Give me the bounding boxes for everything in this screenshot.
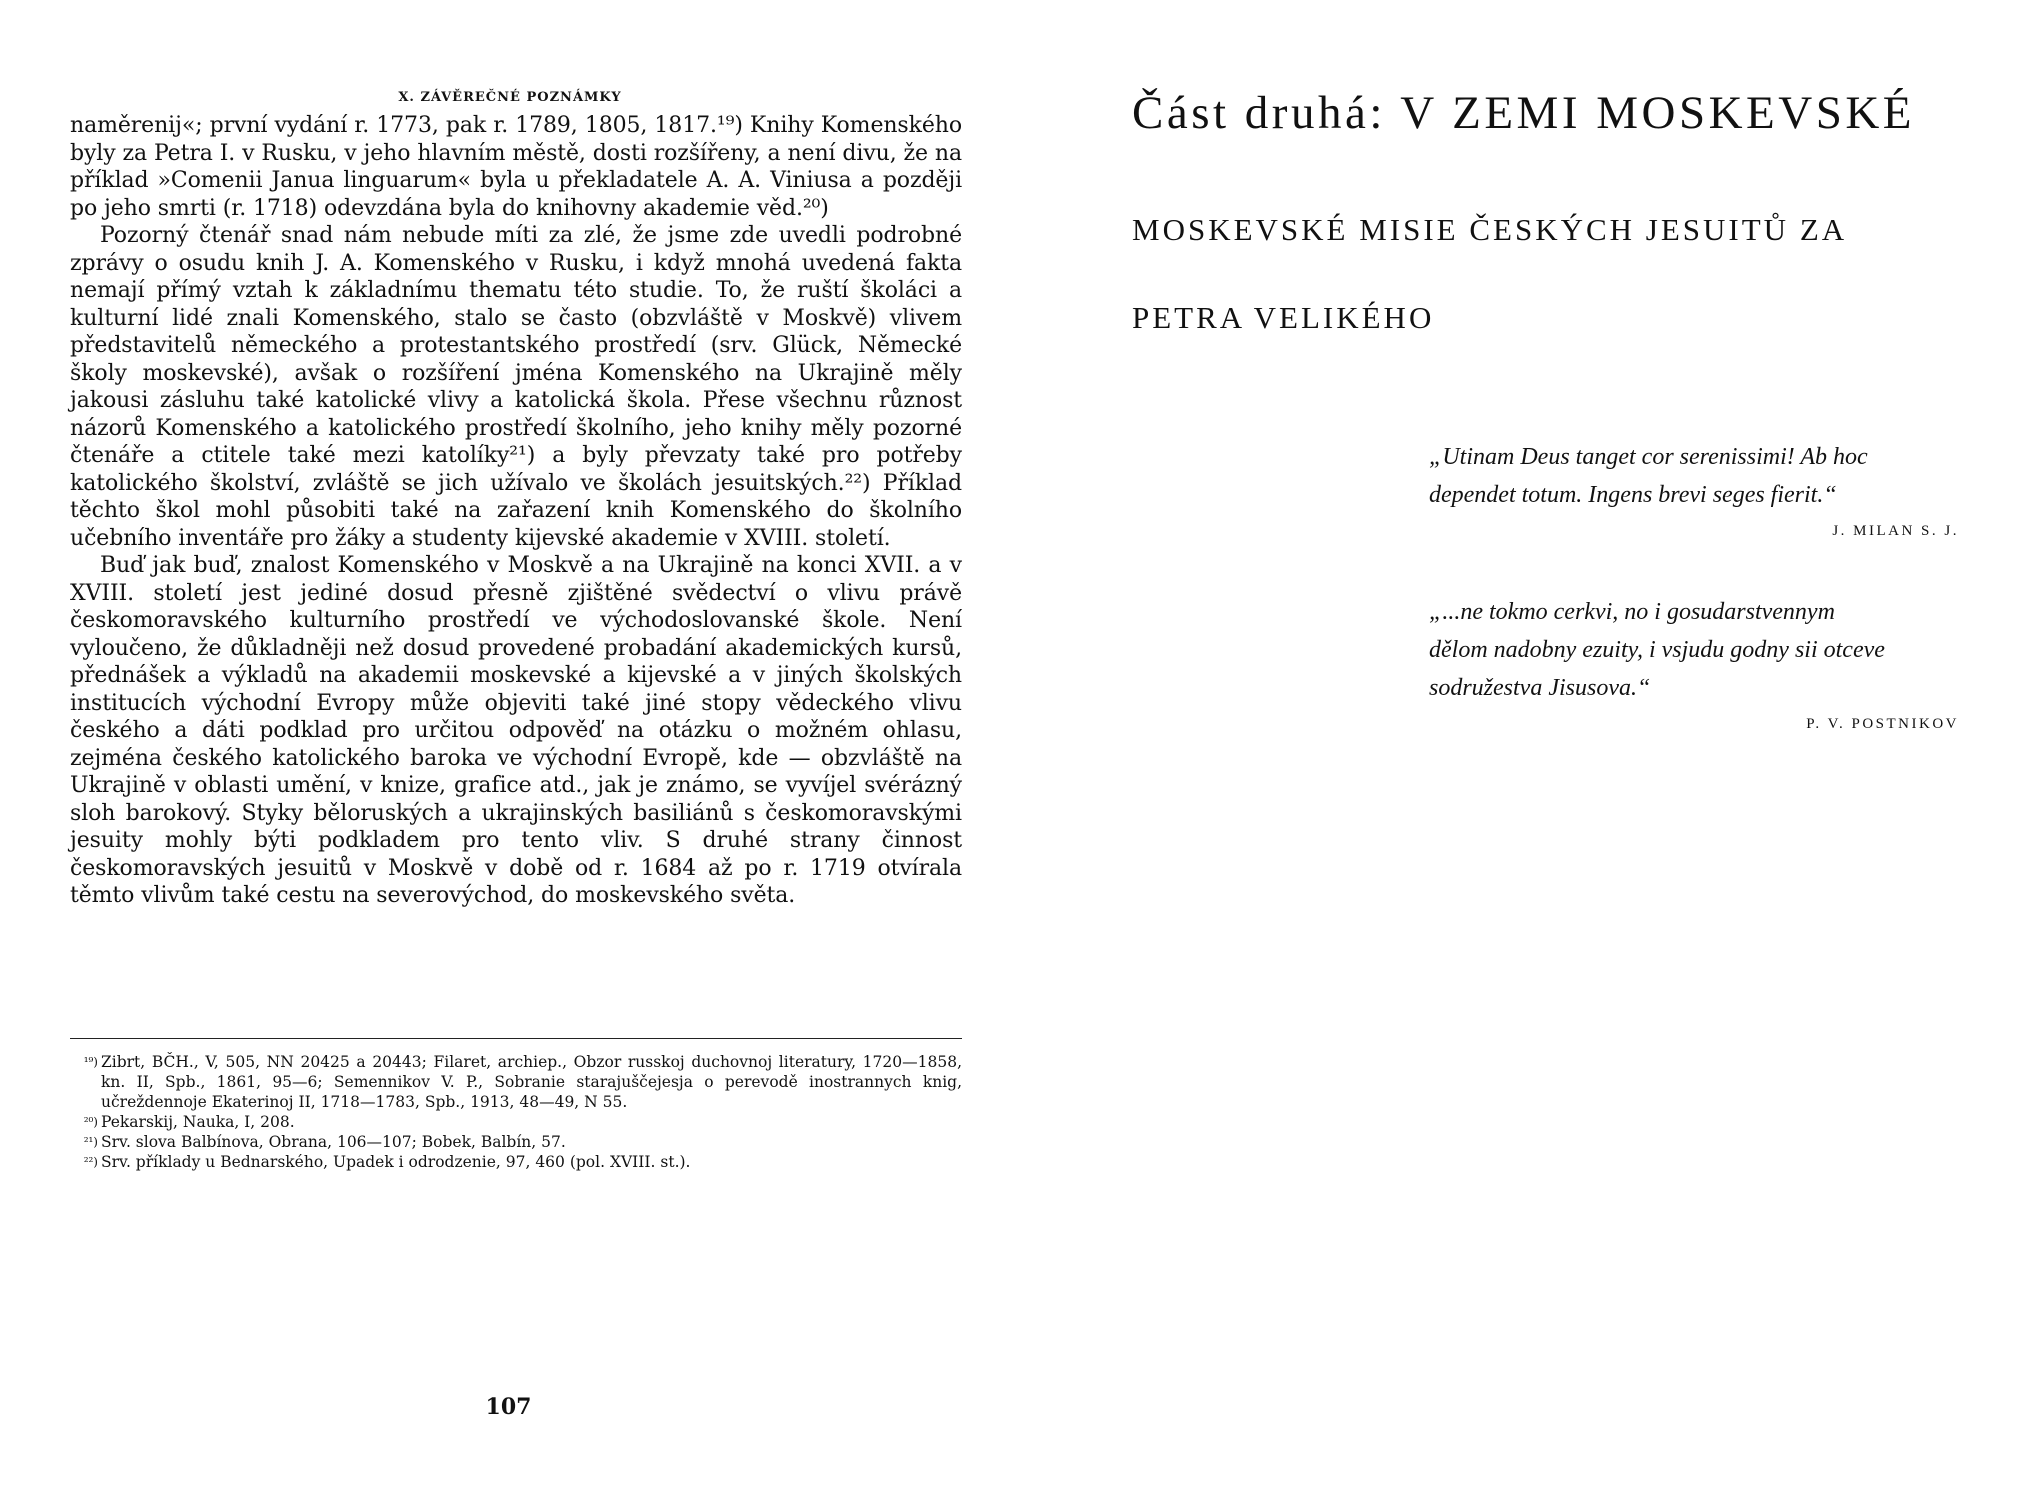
page-number: 107 (485, 1394, 532, 1420)
epigraph-line: „...ne tokmo cerkvi, no i gosudarstvennym (1429, 599, 1835, 625)
footnote-marker: ²⁰) (83, 1115, 98, 1129)
section-title (1132, 186, 1982, 362)
epigraph-line: sodružestva Jisusova.“ (1429, 675, 1651, 701)
body-text (70, 112, 962, 910)
epigraph-line: dependet totum. Ingens brevi seges fierit.“ (1429, 482, 1837, 508)
epigraph-line: „Utinam Deus tanget cor serenissimi! Ab hoc (1429, 444, 1868, 470)
right-page (1017, 0, 2034, 1500)
footnote-text: Zibrt, BČH., V, 505, NN 20425 a 20443; Filaret, archiep., Obzor russkoj duchovnoj literatury, 1720—1858, kn. II, Spb., 1861, 95—6; Semennikov V. P., Sobranie starajuščejesja o perevodě inostrannych knig, učreždennoje Ekaterinoj II, 1718—1783, Spb., 1913, 48—49, N 55. (101, 1053, 962, 1111)
footnote-text: Srv. příklady u Bednarského, Upadek i odrodzenie, 97, 460 (pol. XVIII. st.). (101, 1153, 691, 1171)
running-head: X. ZÁVĚREČNÉ POZNÁMKY (398, 90, 622, 105)
footnote-divider (70, 1038, 962, 1039)
footnote-22 (70, 1152, 962, 1172)
epigraph-attribution: P. V. POSTNIKOV (1806, 716, 1959, 732)
epigraph-postnikov (1429, 593, 1959, 735)
part-title: Část druhá: V ZEMI MOSKEVSKÉ (1132, 87, 1915, 139)
paragraph-3: Buď jak buď, znalost Komenského v Moskvě a na Ukrajině na konci XVII. a v XVIII. století jest jediné dosud přesně zjištěné svědectví o vlivu právě českomoravského kulturního prostředí ve východoslovanské škole. Není vyloučeno, že důkladněji než dosud provedené probadání akademických kursů, přednášek a výkladů na akademii moskevské a kijevské a v jiných školských institucích východní Evropy může objeviti také jiné stopy vědeckého vlivu českého a dáti podklad pro určitou odpověď na otázku o možném ohlasu, zejména českého katolického baroka ve východní Evropě, kde — obzvláště na Ukrajině v oblasti umění, v knize, grafice atd., jak je známo, se vyvíjel svérázný sloh barokový. Styky běloruských a ukrajinských basiliánů s českomoravskými jesuity mohly býti podkladem pro tento vliv. S druhé strany činnost českomoravských jesuitů v Moskvě v době od r. 1684 až po r. 1719 otvírala těmto vlivům také cestu na severovýchod, do moskevského světa. (70, 553, 962, 908)
epigraph-line: dělom nadobny ezuity, i vsjudu godny sii otceve (1429, 637, 1885, 663)
footnote-marker: ²¹) (83, 1135, 98, 1149)
footnote-19 (70, 1052, 962, 1112)
epigraph-milan (1429, 438, 1959, 542)
paragraph-2: Pozorný čtenář snad nám nebude míti za zlé, že jsme zde uvedli podrobné zprávy o osudu knih J. A. Komenského v Rusku, i když mnohá uvedená fakta nemají přímý vztah k základnímu thematu této studie. To, že ruští školáci a kulturní lidé znali Komenského, stalo se často (obzvláště v Moskvě) vlivem představitelů německého a protestantského prostředí (srv. Glück, Německé školy moskevské), avšak o rozšíření jména Komenského na Ukrajině měly jakousi zásluhu také katolické vlivy a katolická škola. Přese všechnu různost názorů Komenského a katolického prostředí školního, jeho knihy měly pozorné čtenáře a ctitele také mezi katolíky²¹) a byly převzaty také pro potřeby katolického školství, zvláště se jich užívalo ve školách jesuitských.²²) Příklad těchto škol mohl působiti také na zařazení knih Komenského do školního učebního inventáře pro žáky a studenty kijevské akademie v XVIII. století. (70, 223, 962, 551)
footnote-text: Srv. slova Balbínova, Obrana, 106—107; Bobek, Balbín, 57. (101, 1133, 566, 1151)
footnote-marker: ²²) (83, 1155, 98, 1169)
footnote-21 (70, 1132, 962, 1152)
paragraph-1: naměrenij«; první vydání r. 1773, pak r. 1789, 1805, 1817.¹⁹) Knihy Komenského byly za Petra I. v Rusku, v jeho hlavním městě, dosti rozšířeny, a není divu, že na příklad »Comenii Janua linguarum« byla u překladatele A. A. Viniusa a později po jeho smrti (r. 1718) odevzdána byla do knihovny akademie věd.²⁰) (70, 113, 962, 221)
footnote-20 (70, 1112, 962, 1132)
footnotes (70, 1052, 962, 1172)
footnote-text: Pekarskij, Nauka, I, 208. (101, 1113, 295, 1131)
section-title-line: PETRA VELIKÉHO (1132, 300, 1435, 335)
section-title-line: MOSKEVSKÉ MISIE ČESKÝCH JESUITŮ ZA (1132, 212, 1848, 247)
footnote-marker: ¹⁹) (83, 1055, 98, 1069)
epigraph-attribution: J. MILAN S. J. (1832, 523, 1959, 539)
